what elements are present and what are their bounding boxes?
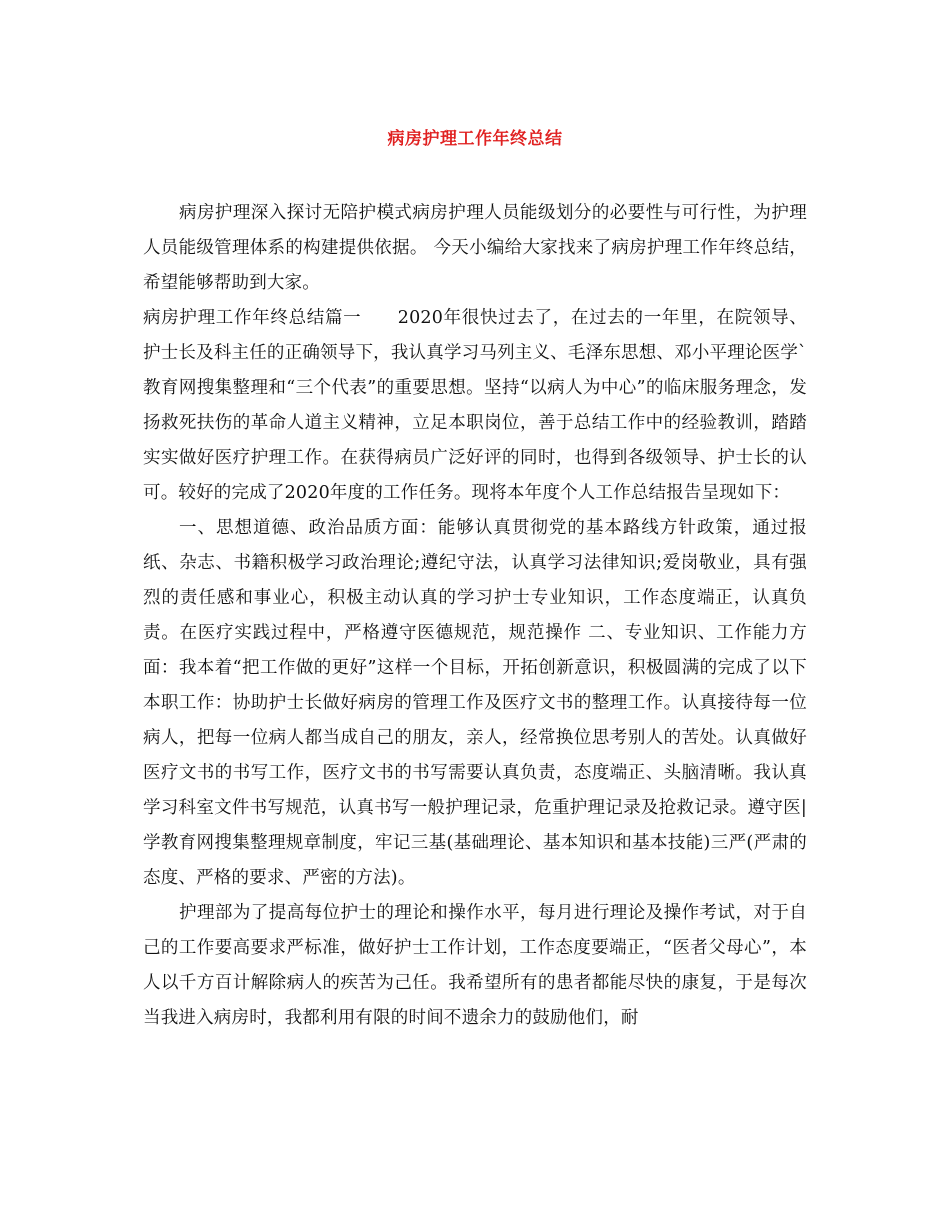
document-title: 病房护理工作年终总结	[387, 129, 563, 149]
document-body	[143, 196, 807, 1036]
paragraph-intro: 病房护理深入探讨无陪护模式病房护理人员能级划分的必要性与可行性，为护理人员能级管理体系的构建提供依据。 今天小编给大家找来了病房护理工作年终总结，希望能够帮助到大家。	[143, 203, 807, 293]
paragraph-section-one: 病房护理工作年终总结篇一 2020年很快过去了，在过去的一年里，在院领导、护士长及科主任的正确领导下，我认真学习马列主义、毛泽东思想、邓小平理论医学`教育网搜集整理和“三个代表”的重要思想。坚持“以病人为中心”的临床服务理念，发扬救死扶伤的革命人道主义精神，立足本职岗位，善于总结工作中的经验教训，踏踏实实做好医疗护理工作。在获得病员广泛好评的同时，也得到各级领导、护士长的认可。较好的完成了2020年度的工作任务。现将本年度个人工作总结报告呈现如下：	[143, 308, 807, 503]
paragraph-ethics-and-skills: 一、思想道德、政治品质方面：能够认真贯彻党的基本路线方针政策，通过报纸、杂志、书籍积极学习政治理论;遵纪守法，认真学习法律知识;爱岗敬业，具有强烈的责任感和事业心，积极主动认真的学习护士专业知识，工作态度端正，认真负责。在医疗实践过程中，严格遵守医德规范，规范操作 二、专业知识、工作能力方面：我本着“把工作做的更好”这样一个目标，开拓创新意识，积极圆满的完成了以下本职工作：协助护士长做好病房的管理工作及医疗文书的整理工作。认真接待每一位病人，把每一位病人都当成自己的朋友，亲人，经常换位思考别人的苦处。认真做好医疗文书的书写工作，医疗文书的书写需要认真负责，态度端正、头脑清晰。我认真学习科室文件书写规范，认真书写一般护理记录，危重护理记录及抢救记录。遵守医|学教育网搜集整理规章制度，牢记三基(基础理论、基本知识和基本技能)三严(严肃的态度、严格的要求、严密的方法)。	[143, 518, 807, 888]
paragraph-nursing-department: 护理部为了提高每位护士的理论和操作水平，每月进行理论及操作考试，对于自己的工作要高要求严标准，做好护士工作计划，工作态度要端正，“医者父母心”，本人以千方百计解除病人的疾苦为己任。我希望所有的患者都能尽快的康复，于是每次当我进入病房时，我都利用有限的时间不遗余力的鼓励他们，耐	[143, 903, 807, 1028]
